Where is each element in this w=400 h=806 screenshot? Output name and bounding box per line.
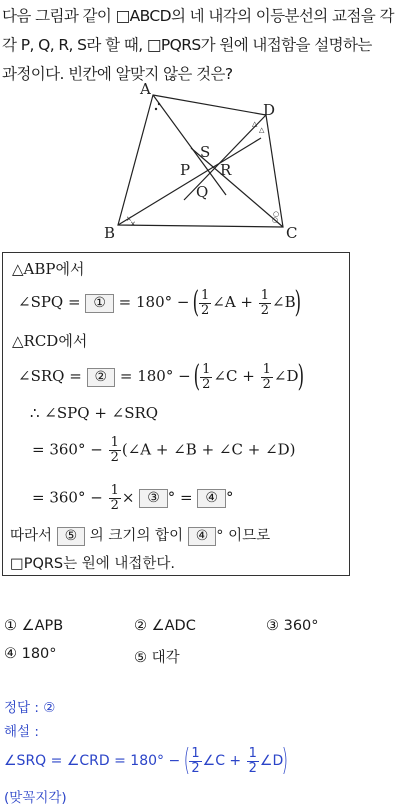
explanation-formula: ∠SRQ = ∠CRD = 180° − ( $\frac{1}{2}$ ∠C + $\frac{1}{2}$ ∠D) bbox=[4, 743, 289, 778]
option-2[interactable]: ② ∠ADC bbox=[134, 618, 196, 634]
blank-3: ③ bbox=[139, 489, 168, 508]
question-line-2: 각 P, Q, R, S라 할 때, □PQRS가 원에 내접함을 설명하는 bbox=[2, 36, 372, 54]
label-s: S bbox=[200, 143, 211, 161]
option-5[interactable]: ⑤ 대각 bbox=[134, 650, 180, 666]
label-a: A bbox=[140, 80, 151, 98]
blank-4-repeat: ④ bbox=[188, 527, 217, 546]
proof-line-9: □PQRS는 원에 내접한다. bbox=[10, 556, 176, 572]
question-line-3: 과정이다. 빈칸에 알맞지 않은 것은? bbox=[2, 65, 233, 83]
svg-text:×: × bbox=[130, 220, 136, 228]
explanation-tag: (맞꼭지각) bbox=[4, 790, 67, 806]
svg-text:×: × bbox=[126, 215, 132, 223]
label-d: D bbox=[263, 101, 276, 119]
option-3[interactable]: ③ 360° bbox=[266, 618, 319, 634]
label-b: B bbox=[104, 224, 116, 242]
proof-line-1: △ABP에서 bbox=[12, 260, 85, 278]
proof-line-5: ∴ ∠SPQ + ∠SRQ bbox=[30, 404, 159, 422]
proof-line-7: = 360° − $\frac{1}{2}$ × ③ ° = ④ ° bbox=[32, 483, 234, 513]
svg-text:○: ○ bbox=[273, 210, 280, 218]
proof-line-3: △RCD에서 bbox=[12, 332, 88, 350]
label-q: Q bbox=[196, 183, 209, 201]
question-text bbox=[2, 2, 398, 89]
blank-2: ② bbox=[87, 368, 116, 387]
answer-label: 정답 : ② bbox=[4, 700, 56, 716]
label-r: R bbox=[220, 161, 232, 179]
option-4[interactable]: ④ 180° bbox=[4, 646, 57, 662]
label-p: P bbox=[180, 161, 191, 179]
proof-line-8: 따라서 ⑤ 의 크기의 합이 ④ ° 이므로 bbox=[10, 527, 271, 544]
blank-1: ① bbox=[85, 294, 114, 313]
bisector-a bbox=[153, 95, 226, 195]
proof-line-6: = 360° − $\frac{1}{2}$ (∠A + ∠B + ∠C + ∠D) bbox=[32, 435, 296, 465]
label-c: C bbox=[286, 224, 298, 242]
option-1[interactable]: ① ∠APB bbox=[4, 618, 64, 634]
blank-4: ④ bbox=[197, 489, 226, 508]
svg-text:○: ○ bbox=[272, 216, 279, 224]
svg-text:△: △ bbox=[252, 120, 258, 128]
question-line-1: 다음 그림과 같이 □ABCD의 네 내각의 이등분선의 교점을 각 bbox=[2, 7, 394, 25]
proof-line-4: ∠SRQ = ② = 180° − ( $\frac{1}{2}$ ∠C + $\frac{1}{2}$ ∠D) bbox=[18, 359, 304, 394]
proof-line-2: ∠SPQ = ① = 180° − ( $\frac{1}{2}$ ∠A + $\frac{1}{2}$ ∠B) bbox=[18, 285, 301, 320]
quadrilateral-figure bbox=[96, 80, 316, 250]
bisector-b bbox=[118, 138, 261, 225]
explanation-label: 해설 : bbox=[4, 724, 39, 740]
blank-5: ⑤ bbox=[57, 527, 86, 546]
svg-text:△: △ bbox=[259, 126, 265, 134]
